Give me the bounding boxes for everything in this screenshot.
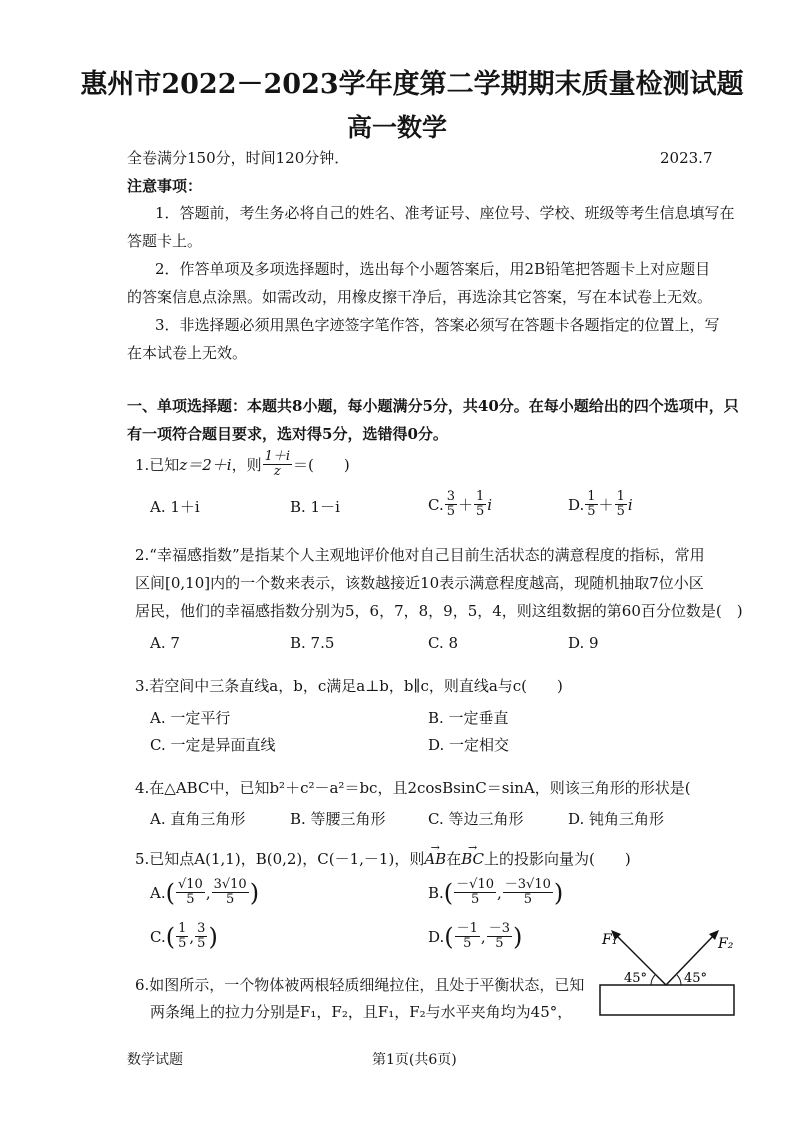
section-1-line-1: 一、单项选择题：本题共8小题，每小题满分5分，共40分。在每小题给出的四个选项中，只 xyxy=(127,397,739,415)
subject-title: 高一数学 xyxy=(346,113,447,142)
q1-d-frac-1 xyxy=(585,490,597,519)
question-2-line-1: 2.“幸福感指数”是指某个人主观地评价他对自己目前生活状态的满意程度的指标，常用 xyxy=(135,546,705,564)
footer-page-number: 第1页(共6页) xyxy=(372,1052,457,1068)
q1-c-op: ＋ xyxy=(458,495,474,514)
q1-condition: z＝2＋i xyxy=(179,455,232,474)
q5-option-d[interactable] xyxy=(428,922,522,951)
question-2-line-3: 居民，他们的幸福感指数分别为5，6，7，8，9，5，4，则这组数据的第60百分位数是( ) xyxy=(135,602,743,620)
q5-d-den-1: 5 xyxy=(463,936,472,951)
q1-c-num-1: 3 xyxy=(446,489,455,504)
q5-a-close-paren: ) xyxy=(249,878,260,907)
q1-option-d[interactable] xyxy=(568,490,633,519)
q1-post: ＝( ) xyxy=(293,455,350,474)
q5-a-comma: , xyxy=(205,883,211,902)
label-angle-left: 45° xyxy=(624,971,648,986)
q1-fraction-numerator: 1＋i xyxy=(264,449,291,464)
q5-b-frac-1 xyxy=(454,878,496,907)
object-block xyxy=(600,985,734,1015)
q5-c-label: C. xyxy=(150,927,166,946)
q5-c-open-paren: ( xyxy=(165,922,176,951)
q5-d-num-2: －3 xyxy=(488,921,510,936)
q5-a-label: A. xyxy=(150,883,166,902)
note-1-line-2: 答题卡上。 xyxy=(127,232,203,250)
note-3-line-1: 3．非选择题必须用黑色字迹签字笔作答，答案必须写在答题卡各题指定的位置上，写 xyxy=(155,316,720,334)
q1-c-num-2: 1 xyxy=(476,489,485,504)
q5-c-num-2: 3 xyxy=(197,921,206,936)
q5-b-num-2: －3√10 xyxy=(504,877,551,892)
q4-option-c[interactable]: C. 等边三角形 xyxy=(428,810,524,828)
q4-option-b[interactable]: B. 等腰三角形 xyxy=(290,810,386,828)
q5-c-comma: , xyxy=(189,927,195,946)
q2-option-d[interactable]: D. 9 xyxy=(568,634,599,652)
q5-a-den-1: 5 xyxy=(186,892,195,907)
q5-d-open-paren: ( xyxy=(444,922,454,951)
q5-b-den-2: 5 xyxy=(523,892,532,907)
q1-c-i: i xyxy=(487,495,493,514)
q4-option-d[interactable]: D. 钝角三角形 xyxy=(568,810,665,828)
q5-option-b[interactable] xyxy=(428,878,563,907)
question-6-line-2: 两条绳上的拉力分别是F₁，F₂，且F₁，F₂与水平夹角均为45°， xyxy=(150,1003,573,1021)
question-1-stem xyxy=(135,450,350,479)
q5-c-frac-1 xyxy=(176,922,188,951)
q2-option-c[interactable]: C. 8 xyxy=(428,634,459,652)
angle-arc-right xyxy=(677,975,681,985)
q1-fraction-denominator: z xyxy=(273,464,281,479)
q1-c-den-1: 5 xyxy=(446,504,455,519)
section-1-line-2: 有一项符合题目要求，选对得5分，选错得0分。 xyxy=(127,425,448,443)
q5-a-open-paren: ( xyxy=(165,878,175,907)
footer-subject: 数学试题 xyxy=(127,1052,183,1068)
q5-d-num-1: －1 xyxy=(456,921,478,936)
question-2-line-2: 区间[0,10]内的一个数来表示，该数越接近10表示满意程度越高，现随机抽取7位小区 xyxy=(135,574,704,592)
note-2-line-2: 的答案信息点涂黑。如需改动，用橡皮擦干净后，再选涂其它答案，写在本试卷上无效。 xyxy=(127,288,713,306)
q1-pre: 1.已知 xyxy=(135,455,180,474)
q1-c-label: C. xyxy=(428,495,444,514)
q1-d-num-2: 1 xyxy=(616,489,625,504)
question-3-stem: 3.若空间中三条直线a，b，c满足a⊥b，b∥c，则直线a与c( ) xyxy=(135,677,563,695)
exam-title: 惠州市2022－2023学年度第二学期期末质量检测试题 xyxy=(80,69,744,100)
q5-d-close-paren: ) xyxy=(512,922,523,951)
question-6-line-1: 6.如图所示，一个物体被两根轻质细绳拉住，且处于平衡状态，已知 xyxy=(135,976,585,994)
q1-option-b[interactable]: B. 1－i xyxy=(290,498,340,516)
q1-c-den-2: 5 xyxy=(476,504,485,519)
q5-vector-ab: → AB xyxy=(424,849,446,869)
q5-a-num-2: 3√10 xyxy=(213,877,247,892)
q3-option-c[interactable]: C. 一定是异面直线 xyxy=(150,736,276,754)
q5-option-c[interactable] xyxy=(150,922,218,951)
q5-a-num-1: √10 xyxy=(177,877,203,892)
q5-pre: 5.已知点A(1,1)，B(0,2)，C(－1,－1)，则 xyxy=(135,850,425,868)
q5-d-den-2: 5 xyxy=(495,936,504,951)
q5-d-frac-2 xyxy=(487,922,512,951)
q3-option-a[interactable]: A. 一定平行 xyxy=(150,709,231,727)
q5-c-num-1: 1 xyxy=(178,921,187,936)
q5-d-comma: , xyxy=(480,927,486,946)
q2-option-a[interactable]: A. 7 xyxy=(150,634,180,652)
q5-d-frac-1 xyxy=(455,922,480,951)
question-5-stem xyxy=(135,849,631,869)
force-diagram xyxy=(596,890,746,1020)
q5-a-den-2: 5 xyxy=(226,892,235,907)
exam-date: 2023.7 xyxy=(660,149,713,167)
q5-b-den-1: 5 xyxy=(470,892,480,907)
q3-option-b[interactable]: B. 一定垂直 xyxy=(428,709,509,727)
q2-option-b[interactable]: B. 7.5 xyxy=(290,634,335,652)
q5-mid: 在 xyxy=(446,850,462,868)
q5-b-frac-2 xyxy=(503,878,553,907)
notes-heading: 注意事项： xyxy=(127,177,203,195)
q1-d-op: ＋ xyxy=(598,495,614,514)
q1-c-frac-1 xyxy=(445,490,457,519)
exam-info: 全卷满分150分，时间120分钟． xyxy=(127,149,350,167)
q1-d-i: i xyxy=(627,495,633,514)
q1-option-a[interactable]: A. 1＋i xyxy=(150,498,200,516)
q1-d-frac-2 xyxy=(615,490,627,519)
q1-d-den-2: 5 xyxy=(616,504,625,519)
q1-fraction xyxy=(263,450,292,479)
q5-vector-bc: → BC xyxy=(461,849,484,869)
q5-c-close-paren: ) xyxy=(208,922,218,951)
q4-option-a[interactable]: A. 直角三角形 xyxy=(150,810,246,828)
q5-c-den-2: 5 xyxy=(197,936,206,951)
q5-b-num-1: －√10 xyxy=(456,877,494,892)
q1-d-label: D. xyxy=(568,495,585,514)
q1-mid: ，则 xyxy=(231,455,262,474)
q1-d-num-1: 1 xyxy=(587,489,596,504)
question-4-stem: 4.在△ABC中，已知b²＋c²－a²＝bc，且2cosBsinC＝sinA，则该三角形的形状是( xyxy=(135,779,691,797)
q1-d-den-1: 5 xyxy=(587,504,596,519)
q5-option-a[interactable] xyxy=(150,878,259,907)
q5-b-label: B. xyxy=(428,883,444,902)
q5-c-frac-2 xyxy=(195,922,207,951)
note-3-line-2: 在本试卷上无效。 xyxy=(127,344,248,362)
q1-c-frac-2 xyxy=(474,490,486,519)
q1-option-c[interactable] xyxy=(428,490,492,519)
q5-b-comma: , xyxy=(497,883,502,902)
q5-b-open-paren: ( xyxy=(443,878,454,907)
label-angle-right: 45° xyxy=(684,971,708,986)
q5-d-label: D. xyxy=(428,927,445,946)
q5-a-frac-2 xyxy=(212,878,249,907)
label-f1: F₁ xyxy=(602,932,618,948)
q3-option-d[interactable]: D. 一定相交 xyxy=(428,736,510,754)
label-f2: F₂ xyxy=(718,936,734,952)
note-1-line-1: 1．答题前，考生务必将自己的姓名、准考证号、座位号、学校、班级等考生信息填写在 xyxy=(155,204,735,222)
q5-a-frac-1 xyxy=(176,878,205,907)
note-2-line-1: 2．作答单项及多项选择题时，选出每个小题答案后，用2B铅笔把答题卡上对应题目 xyxy=(155,260,711,278)
q5-post: 上的投影向量为( ) xyxy=(483,850,631,868)
q5-c-den-1: 5 xyxy=(178,936,187,951)
angle-arc-left xyxy=(651,975,655,985)
q5-b-close-paren: ) xyxy=(553,878,564,907)
